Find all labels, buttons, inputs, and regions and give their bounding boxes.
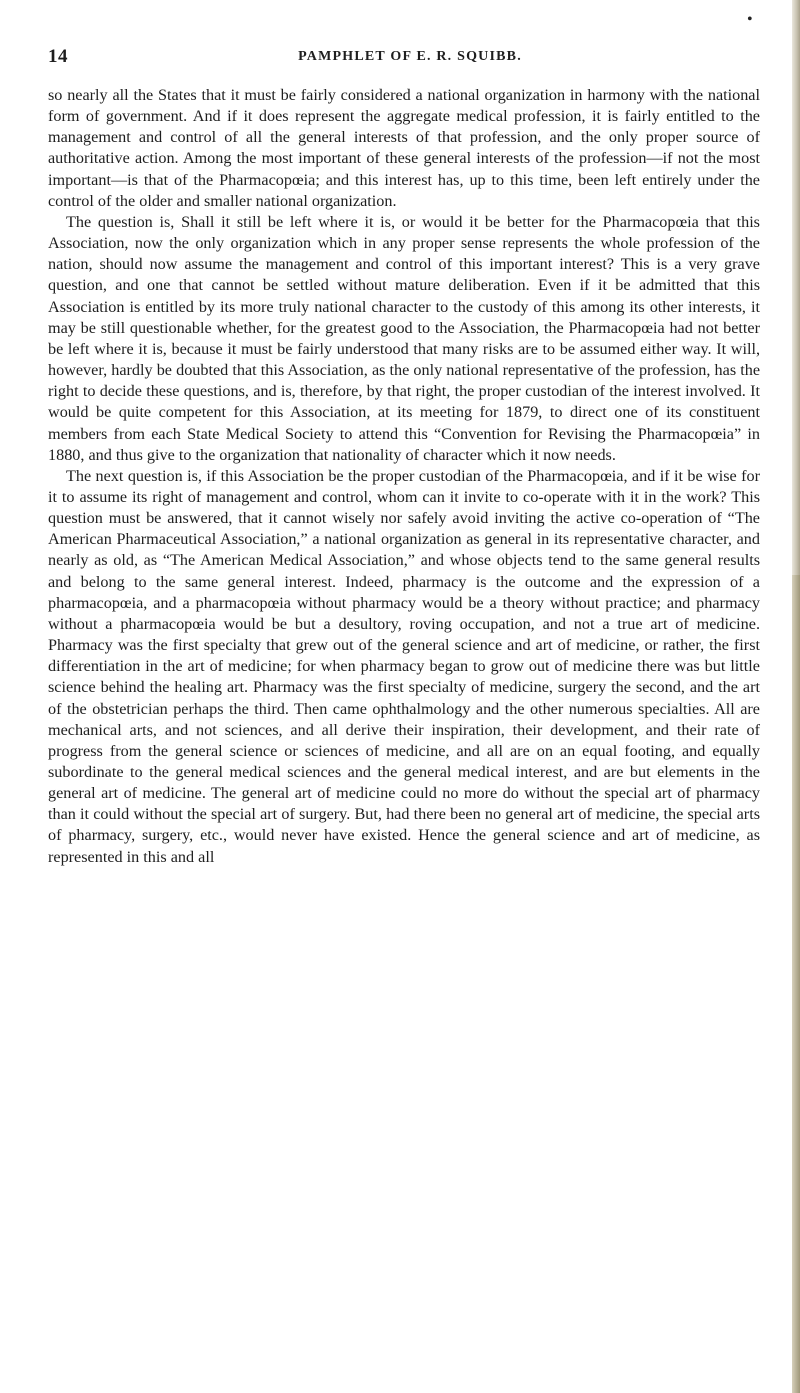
page-edge-shadow	[792, 575, 800, 1393]
margin-bullet: •	[747, 11, 753, 28]
body-text	[48, 85, 760, 868]
paragraph-1: so nearly all the States that it must be fairly considered a national organization in harmony with the national form of government. And if it does represent the aggregate medical profession, it is fairly entitled to the management and control of all the general interests of that profession, and the only proper source of authoritative action. Among the most important of these general interests of the profession—if not the most important—is that of the Pharmacopœia; and this interest has, up to this time, been left entirely under the control of the older and smaller national organization.	[48, 86, 760, 210]
paragraph-3: The next question is, if this Association be the proper custodian of the Pharmacopœia, and if it be wise for it to assume its right of management and control, whom can it invite to co-operate with it in the work? This question must be answered, that it cannot wisely nor safely avoid inviting the active co-operation of “The American Pharmaceutical Association,” a national organization as general in its representative character, and nearly as old, as “The American Medical Association,” and whose objects tend to the same general results and belong to the same general interest. Indeed, pharmacy is the outcome and the expression of a pharmacopœia, and a pharmacopœia without pharmacy would be a theory without practice; and pharmacy without a pharmacopœia would be but a desultory, roving occupation, and not a true art of medicine. Pharmacy was the first specialty that grew out of the general science and art of medicine, or rather, the first differentiation in the art of medicine; for when pharmacy began to grow out of medicine there was but little science behind the healing art. Pharmacy was the first specialty of medicine, surgery the second, and the art of the obstetrician perhaps the third. Then came ophthalmology and the other numerous specialties. All are mechanical arts, and not sciences, and all derive their inspiration, their development, and their rate of progress from the general science or sciences of medicine, and all are on an equal footing, and equally subordinate to the general medical sciences and the general medical interest, and are but elements in the general art of medicine. The general art of medicine could no more do without the special art of pharmacy than it could without the special art of surgery. But, had there been no general art of medicine, the special arts of pharmacy, surgery, etc., would never have existed. Hence the general science and art of medicine, as represented in this and all	[48, 466, 760, 866]
running-header	[48, 44, 762, 70]
running-title: PAMPHLET OF E. R. SQUIBB.	[298, 49, 522, 64]
page-number: 14	[48, 46, 68, 67]
paragraph-2: The question is, Shall it still be left where it is, or would it be better for the Pharmacopœia that this Association, now the only organization which in any proper sense represents the whole profession of the nation, should now assume the management and control of this important interest? This is a very grave question, and one that cannot be settled without mature deliberation. Even if it be admitted that this Association is entitled by its more truly national character to the custody of this among its other interests, it may be still questionable whether, for the greatest good to the Association, the Pharmacopœia had not better be left where it is, because it must be fairly understood that many risks are to be assumed either way. It will, however, hardly be doubted that this Association, as the only national representative of the profession, has the right to decide these questions, and is, therefore, by that right, the proper custodian of the interest involved. It would be quite competent for this Association, at its meeting for 1879, to direct one of its constituent members from each State Medical Society to attend this “Convention for Revising the Pharmacopœia” in 1880, and thus give to the organization that nationality of character which it now needs.	[48, 212, 760, 464]
